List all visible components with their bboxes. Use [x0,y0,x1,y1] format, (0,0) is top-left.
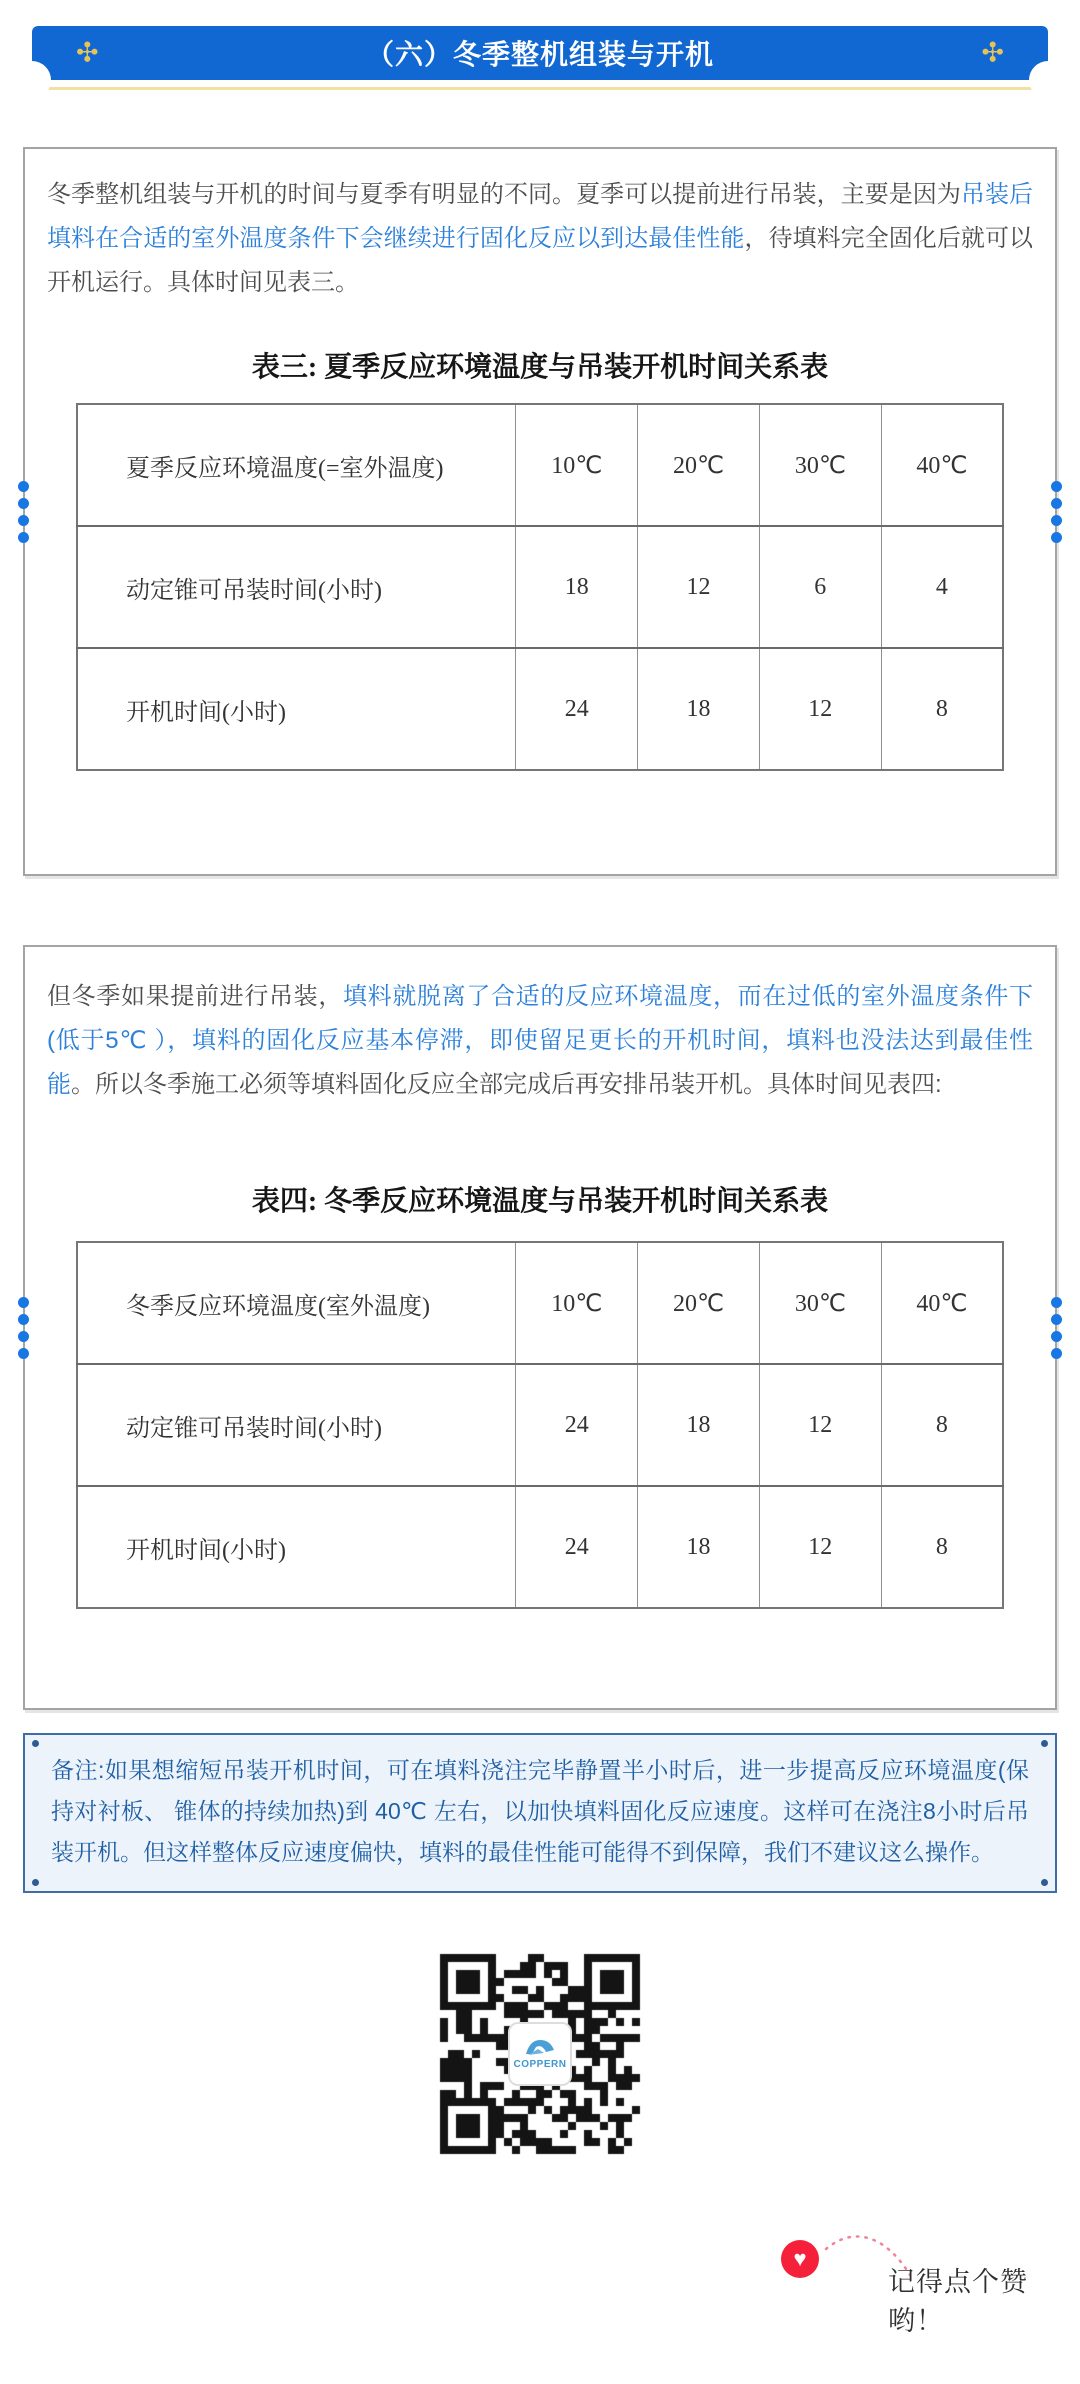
ribbon-notch-right [1029,61,1067,99]
corner-dot [1041,1740,1048,1747]
table-cell: 动定锥可吊装时间(小时) [77,1364,516,1486]
table-cell: 30℃ [759,1242,881,1364]
qr-logo-text: COPPERN [513,2059,567,2070]
side-dots-left [18,481,29,543]
ribbon-notch-left [13,61,51,99]
table-cell: 24 [516,1364,638,1486]
table-cell: 4 [881,526,1003,648]
table3-title: 表三: 夏季反应环境温度与吊装开机时间关系表 [251,352,829,383]
table-cell: 18 [638,1364,760,1486]
table-row [77,526,1003,648]
heart-like-icon [781,2240,819,2278]
header-banner [32,26,1048,80]
table3 [76,403,1004,771]
table-cell: 18 [516,526,638,648]
table-cell: 12 [759,1486,881,1608]
table-cell: 6 [759,526,881,648]
footer [0,2163,1080,2358]
table-cell: 30℃ [759,404,881,526]
table-cell: 40℃ [881,404,1003,526]
coppern-logo-icon [524,2038,556,2058]
table-cell: 24 [516,648,638,770]
side-dots-right [1051,481,1062,543]
header-underline [39,87,1041,90]
heart-glyph: ♥ [793,2246,807,2271]
note-text: 如果想缩短吊装开机时间，可在填料浇注完毕静置半小时后，进一步提高反应环境温度(保持对衬板、 锥体的持续加热)到 40℃ 左右，以加快填料固化反应速度。这样可在浇注8小时后吊装开机。但这样整体反应速度偏快，填料的最佳性能可能得不到保障，我们不建议这么操作。 [51,1757,1029,1865]
table-cell: 动定锥可吊装时间(小时) [77,526,516,648]
table-row [77,1486,1003,1608]
corner-dot [32,1740,39,1747]
table-cell: 8 [881,648,1003,770]
table-cell: 10℃ [516,1242,638,1364]
page-title: （六）冬季整机组装与开机 [365,39,714,70]
table-row [77,1242,1003,1364]
table-cell: 开机时间(小时) [77,648,516,770]
table-cell: 12 [759,1364,881,1486]
table-cell: 20℃ [638,1242,760,1364]
content-card-winter [23,945,1057,1710]
corner-dot [1041,1879,1048,1886]
table-cell: 12 [759,648,881,770]
table-row [77,1364,1003,1486]
like-prompt-text: 记得点个赞哟！ [888,2267,1028,2336]
table-cell: 开机时间(小时) [77,1486,516,1608]
table-cell: 40℃ [881,1242,1003,1364]
table-cell: 8 [881,1486,1003,1608]
table-cell: 18 [638,648,760,770]
table-cell: 20℃ [638,404,760,526]
table-cell: 12 [638,526,760,648]
qr-center-logo [508,2022,572,2086]
paragraph-text: 。所以冬季施工必须等填料固化反应全部完成后再安排吊装开机。具体时间见表四: [71,1071,942,1098]
table-cell: 10℃ [516,404,638,526]
note-label: 备注: [51,1757,105,1783]
side-dots-left [18,1297,29,1359]
table-cell: 夏季反应环境温度(=室外温度) [77,404,516,526]
sparkle-icon: ✣ [76,37,99,68]
table-row [77,648,1003,770]
table4-title: 表四: 冬季反应环境温度与吊装开机时间关系表 [251,1186,829,1217]
table-cell: 8 [881,1364,1003,1486]
paragraph-text: 但冬季如果提前进行吊装， [47,983,343,1010]
corner-dot [32,1879,39,1886]
paragraph-text: ，待填料完全固化后就可以开机运行。具体时间见表三。 [47,225,1034,296]
note-box [23,1733,1057,1893]
highlighted-text: 填料就脱离了合适的反应环境温度，而在过低的室外温度条件下(低于5℃ ），填料的固化反应基本停滞，即使留足更长的开机时间，填料也没法达到最佳性能 [47,983,1033,1098]
table-cell: 18 [638,1486,760,1608]
paragraph-summer [47,173,1033,305]
table-cell: 24 [516,1486,638,1608]
content-card-summer [23,147,1057,876]
table-row [77,404,1003,526]
sparkle-icon: ✣ [981,37,1004,68]
table4 [76,1241,1004,1609]
highlighted-text: 吊装后填料在合适的室外温度条件下会继续进行固化反应以到达最佳性能 [47,181,1034,252]
table-cell: 冬季反应环境温度(室外温度) [77,1242,516,1364]
paragraph-text: 冬季整机组装与开机的时间与夏季有明显的不同。夏季可以提前进行吊装，主要是因为 [47,181,961,208]
side-dots-right [1051,1297,1062,1359]
qr-code [431,1945,649,2163]
paragraph-winter [47,975,1033,1107]
